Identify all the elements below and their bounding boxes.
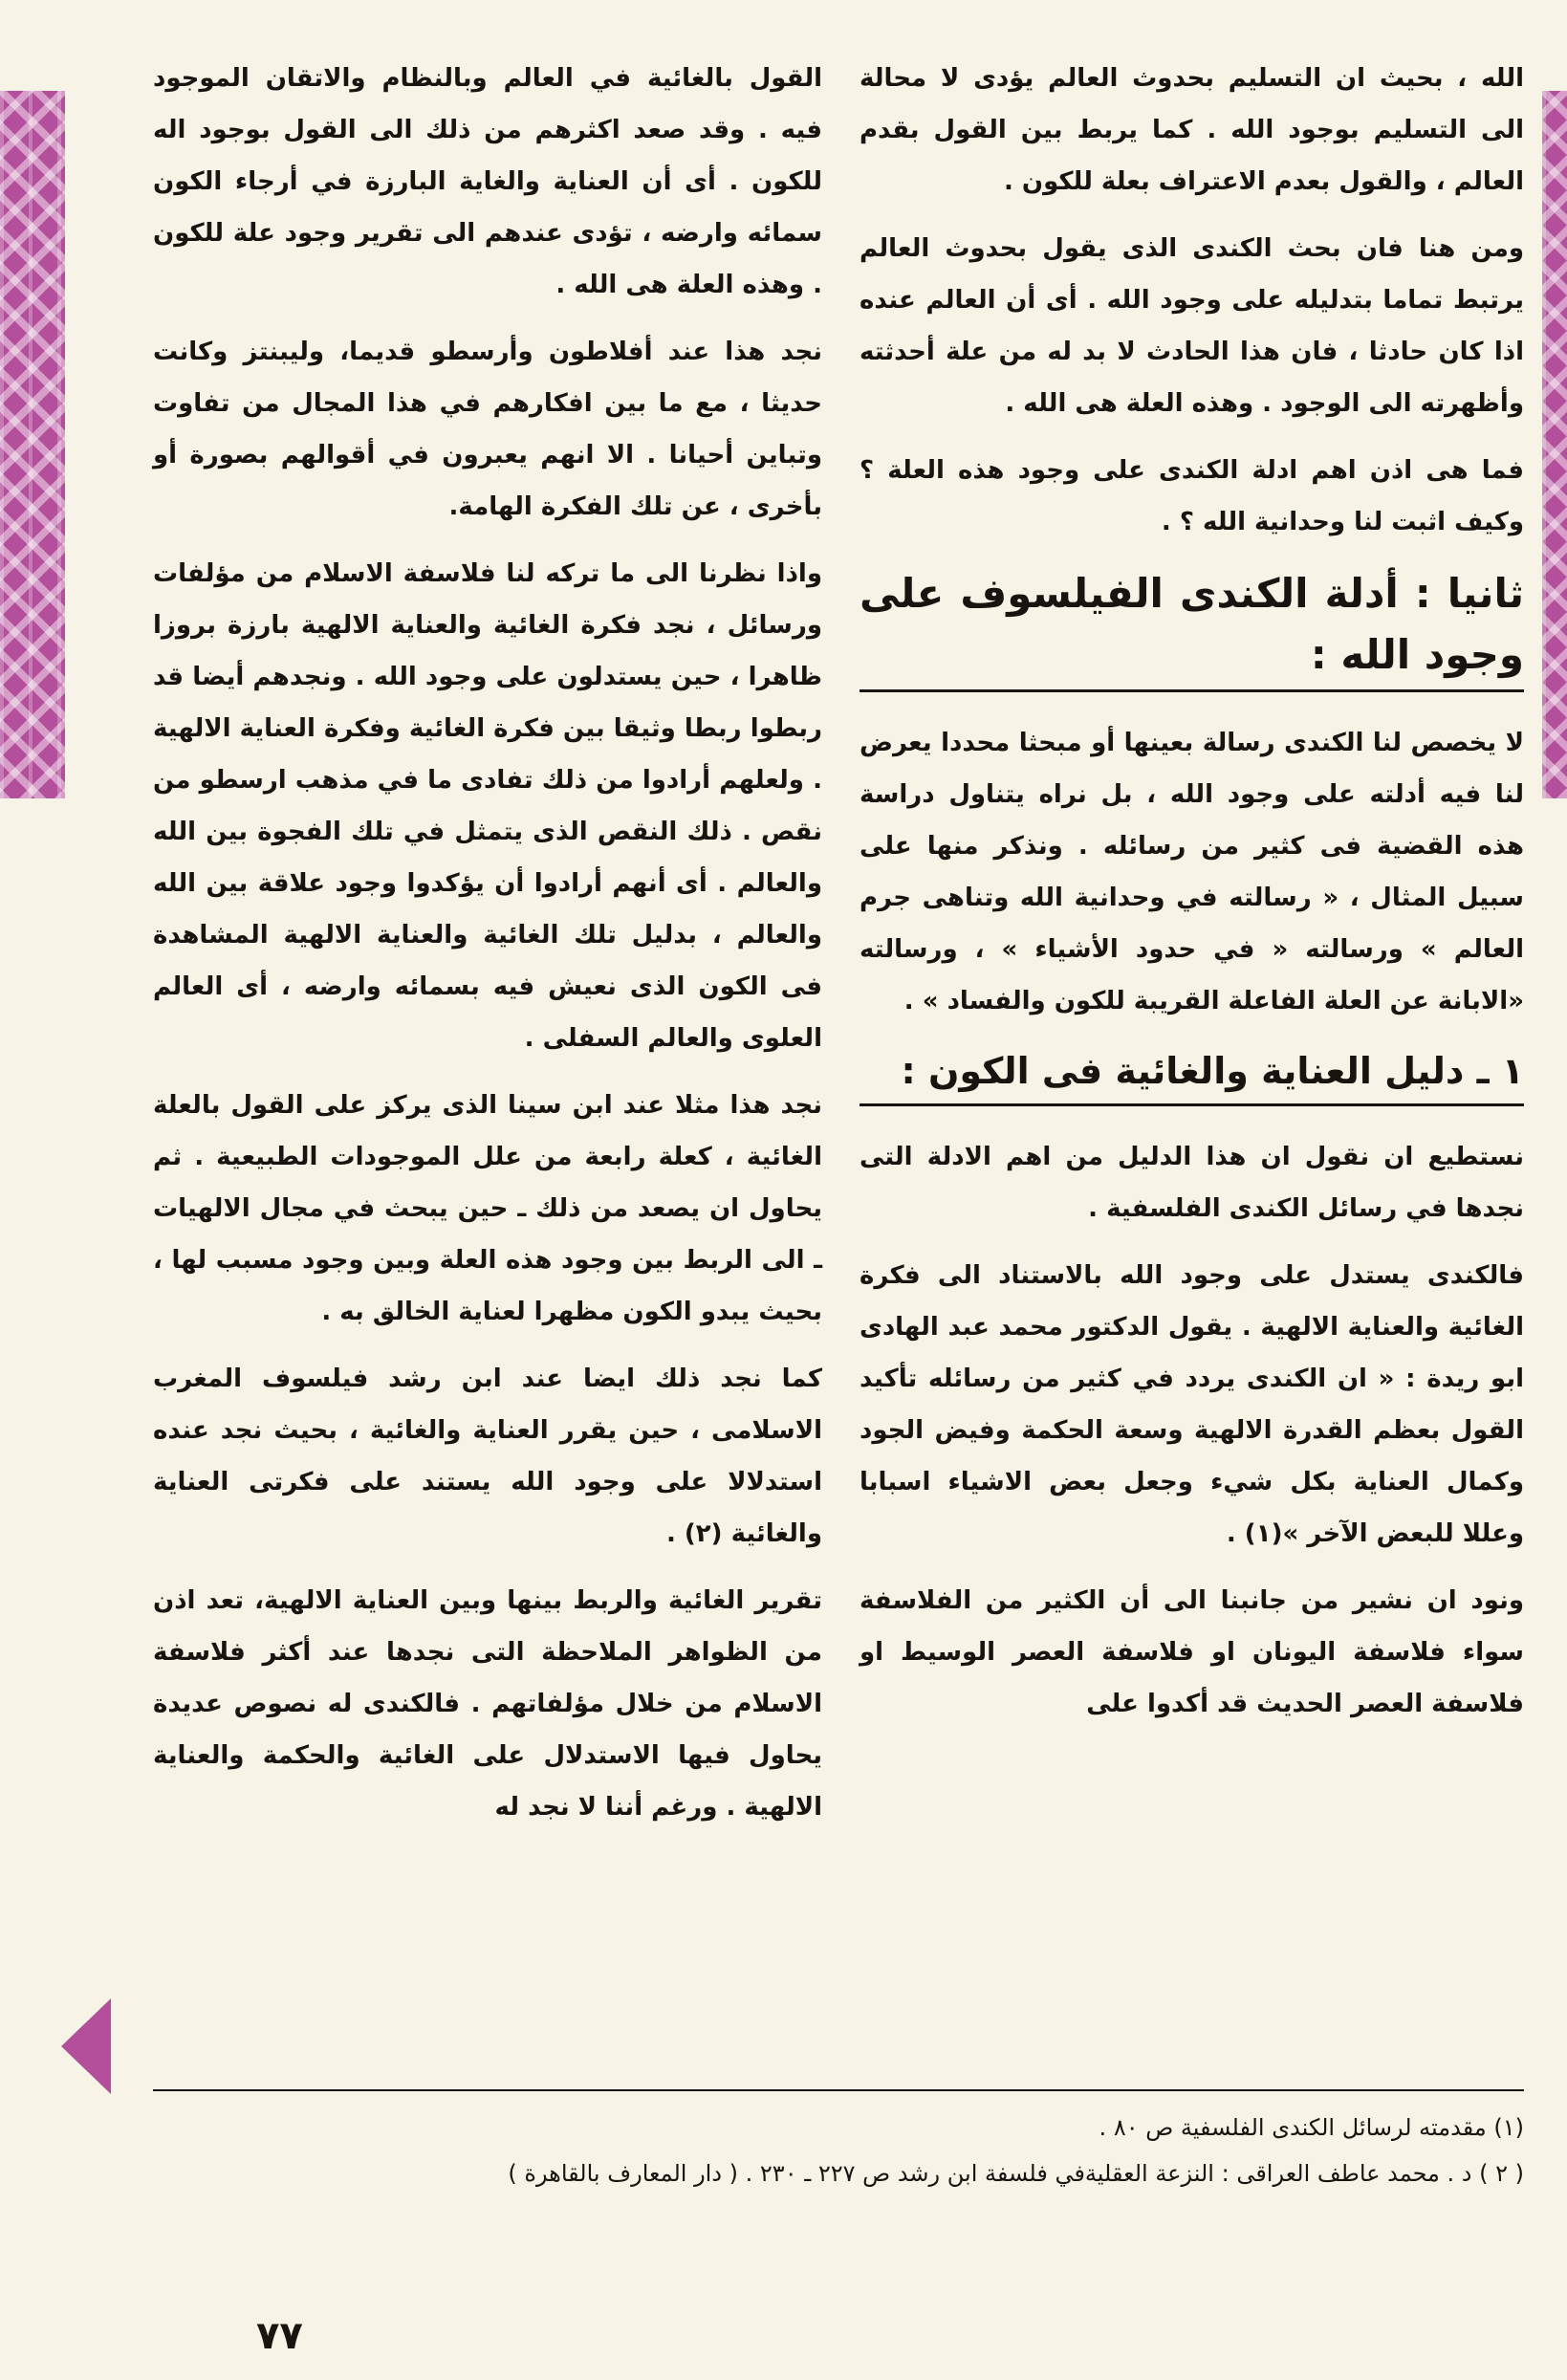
paragraph: تقرير الغائية والربط بينها وبين العناية الالهية، تعد اذن من الظواهر الملاحظة التى نجدها عند أكثر فلاسفة الاسلام من خلال مؤلفاتهم . فالكندى له نصوص عديدة يحاول فيها الاستدلال على الغائية والحكمة والعناية الالهية . ورغم أننا لا نجد له [153,1586,822,1822]
paragraph: لا يخصص لنا الكندى رسالة بعينها أو مبحثا محددا يعرض لنا فيه أدلته على وجود الله ، بل نراه يتناول دراسة هذه القضية فى كثير من رسائله . ونذكر منها على سبيل المثال ، « رسالته في وحدانية الله وتناهى جرم العالم » ورسالته « في حدود الأشياء » ، ورسالته «الابانة عن العلة الفاعلة القريبة للكون والفساد » . [860,729,1524,1015]
paragraph: القول بالغائية في العالم وبالنظام والاتقان الموجود فيه . وقد صعد اكثرهم من ذلك الى القول بوجود اله للكون . أى أن العناية والغاية البارزة في أرجاء الكون سمائه وارضه ، تؤدى عندهم الى تقرير وجود علة للكون . وهذه العلة هى الله . [153,64,822,299]
paragraph: نستطيع ان نقول ان هذا الدليل من اهم الادلة التى نجدها في رسائل الكندى الفلسفية . [860,1143,1524,1223]
paragraph: فما هى اذن اهم ادلة الكندى على وجود هذه العلة ؟ وكيف اثبت لنا وحدانية الله ؟ . [860,456,1524,536]
paragraph: الله ، بحيث ان التسليم بحدوث العالم يؤدى لا محالة الى التسليم بوجود الله . كما يربط بين القول بقدم العالم ، والقول بعدم الاعتراف بعلة للكون . [860,64,1524,196]
paragraph: كما نجد ذلك ايضا عند ابن رشد فيلسوف المغرب الاسلامى ، حين يقرر العناية والغائية ، بحيث نجد عنده استدلالا على وجود الله يستند على فكرتى العناية والغائية (٢) . [153,1365,822,1548]
paragraph: نجد هذا عند أفلاطون وأرسطو قديما، وليبنتز وكانت حديثا ، مع ما بين افكارهم في هذا المجال من تفاوت وتباين أحيانا . الا انهم يعبرون في أقوالهم بصورة أو بأخرى ، عن تلك الفكرة الهامة. [153,338,822,521]
decorative-border-right [1542,91,1567,798]
paragraph: فالكندى يستدل على وجود الله بالاستناد الى فكرة الغائية والعناية الالهية . يقول الدكتور محمد عبد الهادى ابو ريدة : « ان الكندى يردد في كثير من رسائله تأكيد القول بعظم القدرة الالهية وسعة الحكمة وفيض الجود وكمال العناية بكل شيء وجعل بعض الاشياء اسبابا وعللا للبعض الآخر »(١) . [860,1261,1524,1548]
right-text-column [860,53,1524,1745]
paragraph: نجد هذا مثلا عند ابن سينا الذى يركز على القول بالعلة الغائية ، كعلة رابعة من علل الموجودات الطبيعية . ثم يحاول ان يصعد من ذلك ـ حين يبحث في مجال الالهيات ـ الى الربط بين وجود هذه العلة وبين وجود مسبب لها ، بحيث يبدو الكون مظهرا لعناية الخالق به . [153,1091,822,1326]
section-heading: ثانيا : أدلة الكندى الفيلسوف على وجود الله : [860,563,1524,692]
paragraph: ومن هنا فان بحث الكندى الذى يقول بحدوث العالم يرتبط تماما بتدليله على وجود الله . أى أن العالم عنده اذا كان حادثا ، فان هذا الحادث لا بد له من علة أحدثته وأظهرته الى الوجود . وهذه العلة هى الله . [860,234,1524,418]
triangle-marker-icon [61,1998,111,2094]
paragraph: واذا نظرنا الى ما تركه لنا فلاسفة الاسلام من مؤلفات ورسائل ، نجد فكرة الغائية والعناية الالهية بارزة بروزا ظاهرا ، حين يستدلون على وجود الله . ونجدهم أيضا قد ربطوا ربطا وثيقا بين فكرة الغائية وفكرة العناية الالهية . ولعلهم أرادوا من ذلك تفادى ما في مذهب ارسطو من نقص . ذلك النقص الذى يتمثل في تلك الفجوة بين الله والعالم . أى أنهم أرادوا أن يؤكدوا وجود علاقة بين الله والعالم ، بدليل تلك الغائية والعناية الالهية المشاهدة فى الكون الذى نعيش فيه بسمائه وارضه ، أى العالم العلوى والعالم السفلى . [153,559,822,1053]
footnote: ( ٢ ) د . محمد عاطف العراقى : النزعة العقليةفي فلسفة ابن رشد ص ٢٢٧ ـ ٢٣٠ . ( دار المعارف بالقاهرة ) [508,2160,1524,2187]
footnote: (١) مقدمته لرسائل الكندى الفلسفية ص ٨٠ . [1099,2114,1524,2141]
footnotes [153,2089,1524,2196]
page-number: ٧٧ [256,2314,303,2358]
paragraph: ونود ان نشير من جانبنا الى أن الكثير من الفلاسفة سواء فلاسفة اليونان او فلاسفة العصر الوسيط او فلاسفة العصر الحديث قد أكدوا على [860,1586,1524,1718]
left-text-column [153,53,822,1848]
decorative-border-left [0,91,65,798]
subsection-heading: ١ ـ دليل العناية والغائية فى الكون : [860,1042,1524,1106]
